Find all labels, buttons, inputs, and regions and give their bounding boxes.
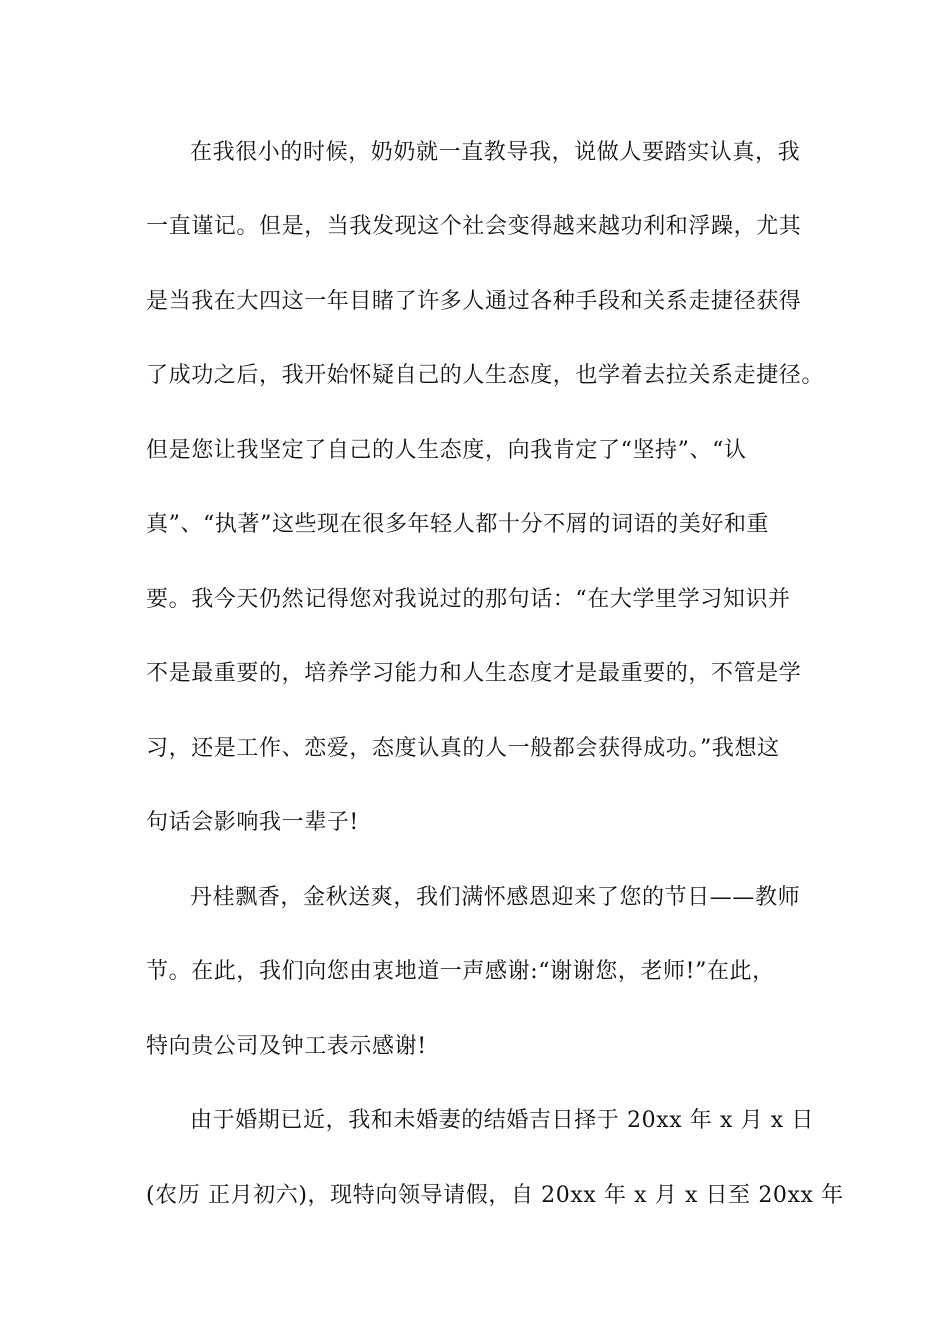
paragraph-3-line-2: (农历 正月初六)，现特向领导请假，自 20xx 年 x 月 x 日至 20xx 年 bbox=[146, 1183, 844, 1208]
paragraph-1-line-7: 要。我今天仍然记得您对我说过的那句话：“在大学里学习知识并 bbox=[146, 587, 791, 612]
paragraph-2-line-3: 特向贵公司及钟工表示感谢! bbox=[146, 1034, 427, 1059]
paragraph-1-line-10: 句话会影响我一辈子! bbox=[146, 810, 359, 835]
paragraph-3-line-1: 由于婚期已近，我和未婚妻的结婚吉日择于 20xx 年 x 月 x 日 bbox=[190, 1108, 814, 1133]
paragraph-1-line-8: 不是最重要的，培养学习能力和人生态度才是最重要的，不管是学 bbox=[146, 661, 802, 686]
paragraph-1-line-1: 在我很小的时候，奶奶就一直教导我，说做人要踏实认真，我 bbox=[190, 140, 801, 165]
paragraph-1-line-3: 是当我在大四这一年目睹了许多人通过各种手段和关系走捷径获得 bbox=[146, 289, 802, 314]
paragraph-1-line-5: 但是您让我坚定了自己的人生态度，向我肯定了“坚持”、“认 bbox=[146, 438, 747, 463]
paragraph-1-line-6: 真”、“执著”这些现在很多年轻人都十分不屑的词语的美好和重 bbox=[146, 512, 770, 537]
paragraph-2-line-2: 节。在此，我们向您由衷地道一声感谢:“谢谢您，老师!”在此， bbox=[146, 959, 775, 984]
paragraph-2-line-1: 丹桂飘香，金秋送爽，我们满怀感恩迎来了您的节日——教师 bbox=[190, 885, 801, 910]
paragraph-1-line-2: 一直谨记。但是，当我发现这个社会变得越来越功利和浮躁，尤其 bbox=[146, 214, 802, 239]
paragraph-1-line-9: 习，还是工作、恋爱，态度认真的人一般都会获得成功。”我想这 bbox=[146, 736, 780, 761]
paragraph-1-line-4: 了成功之后，我开始怀疑自己的人生态度，也学着去拉关系走捷径。 bbox=[146, 363, 825, 388]
